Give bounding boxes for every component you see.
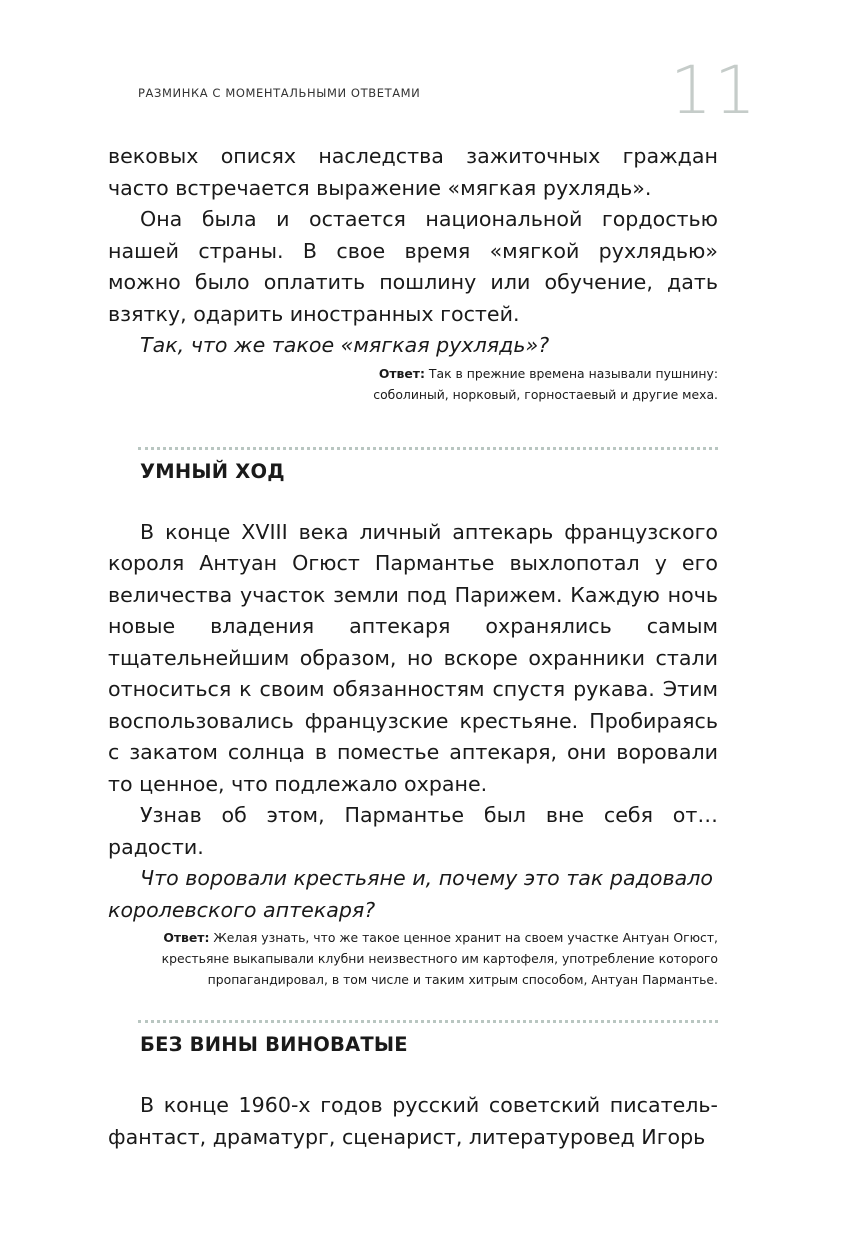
answer [108, 363, 718, 405]
answer-line: Ответ: Так в прежние времена называли пушнину: [378, 365, 718, 381]
paragraph: вековых описях наследства зажиточных граждан часто встречается выражение «мягкая рухлядь». [108, 144, 718, 200]
section-heading: БЕЗ ВИНЫ ВИНОВАТЫЕ [140, 1033, 408, 1056]
paragraph: Она была и остается национальной гордостью нашей страны. В свое время «мягкой рухлядью» можно было оплатить пошлину или обучение, дать взятку, одарить иностранных гостей. [108, 207, 718, 326]
answer [108, 927, 718, 990]
question: Так, что же такое «мягкая рухлядь»? [140, 333, 550, 357]
answer-label: Ответ: [163, 930, 210, 945]
answer-line: пропагандировал, в том числе и таким хитрым способом, Антуан Пармантье. [207, 972, 718, 987]
page-number: 11 [670, 52, 758, 129]
page-body [108, 141, 718, 1153]
dotted-divider [138, 447, 718, 450]
dotted-divider [138, 1020, 718, 1023]
paragraph: В конце XVIII века личный аптекарь французского короля Антуан Огюст Пармантье выхлопотал у его величества участок земли под Парижем. Каждую ночь новые владения аптекаря охранялись самым тщательнейшим образом, но вскоре охранники стали относиться к своим обязанностям спустя рукава. Этим воспользовались французские крестьяне. Пробираясь с закатом солнца в поместье аптекаря, они воровали то ценное, что подлежало охране. [108, 519, 718, 796]
section-heading: УМНЫЙ ХОД [140, 459, 285, 483]
paragraph: В конце 1960-х годов русский советский писатель-фантаст, драматург, сценарист, литературовед Игорь [108, 1093, 718, 1149]
answer-label: Ответ: [378, 365, 425, 381]
running-title: РАЗМИНКА С МОМЕНТАЛЬНЫМИ ОТВЕТАМИ [138, 86, 421, 100]
paragraph: Узнав об этом, Пармантье был вне себя от…радости. [108, 803, 718, 859]
answer-line: крестьяне выкапывали клубни неизвестного им картофеля, употребление которого [161, 951, 718, 966]
answer-line: соболиный, норковый, горностаевый и другие меха. [373, 386, 718, 402]
answer-line: Ответ: Желая узнать, что же такое ценное хранит на своем участке Антуан Огюст, [163, 930, 718, 945]
question: Что воровали крестьяне и, почему это так радовало королевского аптекаря? [108, 866, 713, 922]
